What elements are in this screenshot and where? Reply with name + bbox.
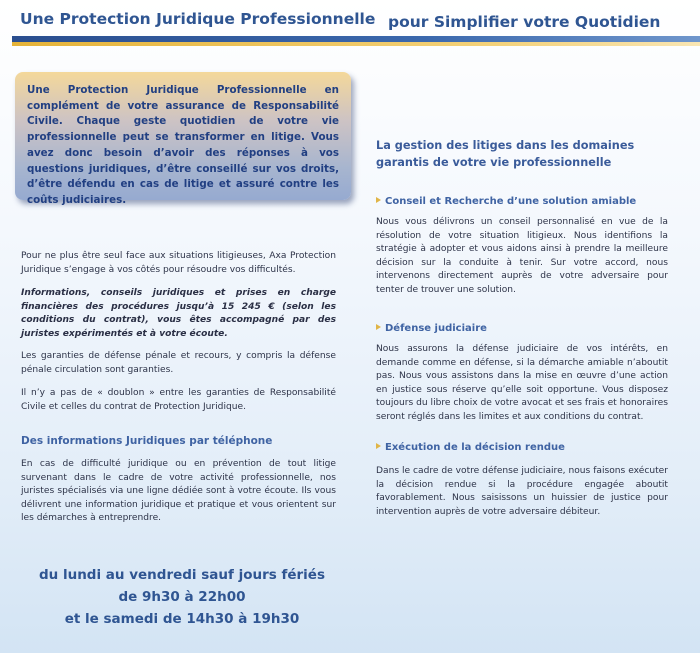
triangle-bullet-icon <box>376 324 381 330</box>
hours-line-3: et le samedi de 14h30 à 19h30 <box>64 611 300 627</box>
header-title-left: Une Protection Juridique Professionnelle <box>20 10 376 28</box>
left-column <box>21 250 336 536</box>
header-rule-gold <box>12 42 700 46</box>
intro-text: Une Protection Juridique Professionnelle en complément de votre assurance de Responsabilité Civile. Chaque geste quotidien de votre vie professionnelle peut se transformer en litige. Vous avez donc besoin d’avoir des réponses à vos questions juridiques, d’être conseillé sur vos droits, d’être défendu en cas de litige et assuré contre les coûts judiciaires. <box>27 84 339 206</box>
phone-section-text: En cas de difficulté juridique ou en prévention de tout litige survenant dans le cadre de votre activité professionnelle, nos juristes spécialisés via une ligne dédiée sont à votre écoute. Ils vous délivrent une information juridique et pratique et vous orientent sur les démarches à entreprendre. <box>21 459 336 523</box>
section-title-execution: Exécution de la décision rendue <box>385 442 565 453</box>
right-column-heading: La gestion des litiges dans les domaines garantis de votre vie professionnelle <box>376 139 635 169</box>
left-paragraph-highlight: Informations, conseils juridiques et prises en charge financières des procédures jusqu’à 15 245 € (selon les conditions du contrat), vous êtes accompagné par des juristes expérimentés et à votre écoute. <box>21 288 336 339</box>
phone-section-heading: Des informations Juridiques par téléphone <box>21 435 273 447</box>
section-text-conseil: Nous vous délivrons un conseil personnalisé en vue de la résolution de votre situation litigieux. Nous identifions la stratégie à adopter et vous aidons ainsi à prendre la meilleure décision sur la conduite à tenir. Sur votre accord, nous intervenons directement auprès de votre adversaire pour tenter de trouver une solution. <box>376 217 668 295</box>
section-heading-conseil <box>376 196 668 207</box>
triangle-bullet-icon <box>376 197 381 203</box>
section-text-defense: Nous assurons la défense judiciaire de vos intérêts, en demande comme en défense, si la démarche amiable n’aboutit pas. Nous vous assistons dans la mise en œuvre d’une action en justice sous réserve qu’elle soit opportune. Vous disposez toujours du libre choix de votre avocat et ses frais et honoraires seront réglés dans les limites et aux conditions du contrat. <box>376 344 668 422</box>
triangle-bullet-icon <box>376 443 381 449</box>
left-paragraph-3: Les garanties de défense pénale et recours, y compris la défense pénale circulation sont garanties. <box>21 351 336 375</box>
section-heading-defense <box>376 323 668 334</box>
section-heading-execution <box>376 442 668 453</box>
intro-box <box>15 72 351 206</box>
section-title-conseil: Conseil et Recherche d’une solution amiable <box>385 196 637 207</box>
section-text-execution: Dans le cadre de votre défense judiciaire, nous faisons exécuter la décision rendue si la procédure engagée aboutit favorablement. Nous saisissons un huissier de justice pour intervention auprès de votre adversaire débiteur. <box>376 466 668 517</box>
left-paragraph-1: Pour ne plus être seul face aux situations litigieuses, Axa Protection Juridique s’engage à vos côtés pour résoudre vos difficultés. <box>21 251 336 275</box>
opening-hours <box>22 565 342 631</box>
section-title-defense: Défense judiciaire <box>385 323 487 334</box>
right-column <box>376 137 668 529</box>
left-paragraph-4: Il n’y a pas de « doublon » entre les garanties de Responsabilité Civile et celles du contrat de Protection Juridique. <box>21 388 336 412</box>
hours-line-2: de 9h30 à 22h00 <box>118 589 246 605</box>
header-title-right: pour Simplifier votre Quotidien <box>388 13 661 31</box>
hours-line-1: du lundi au vendredi sauf jours fériés <box>38 567 325 583</box>
